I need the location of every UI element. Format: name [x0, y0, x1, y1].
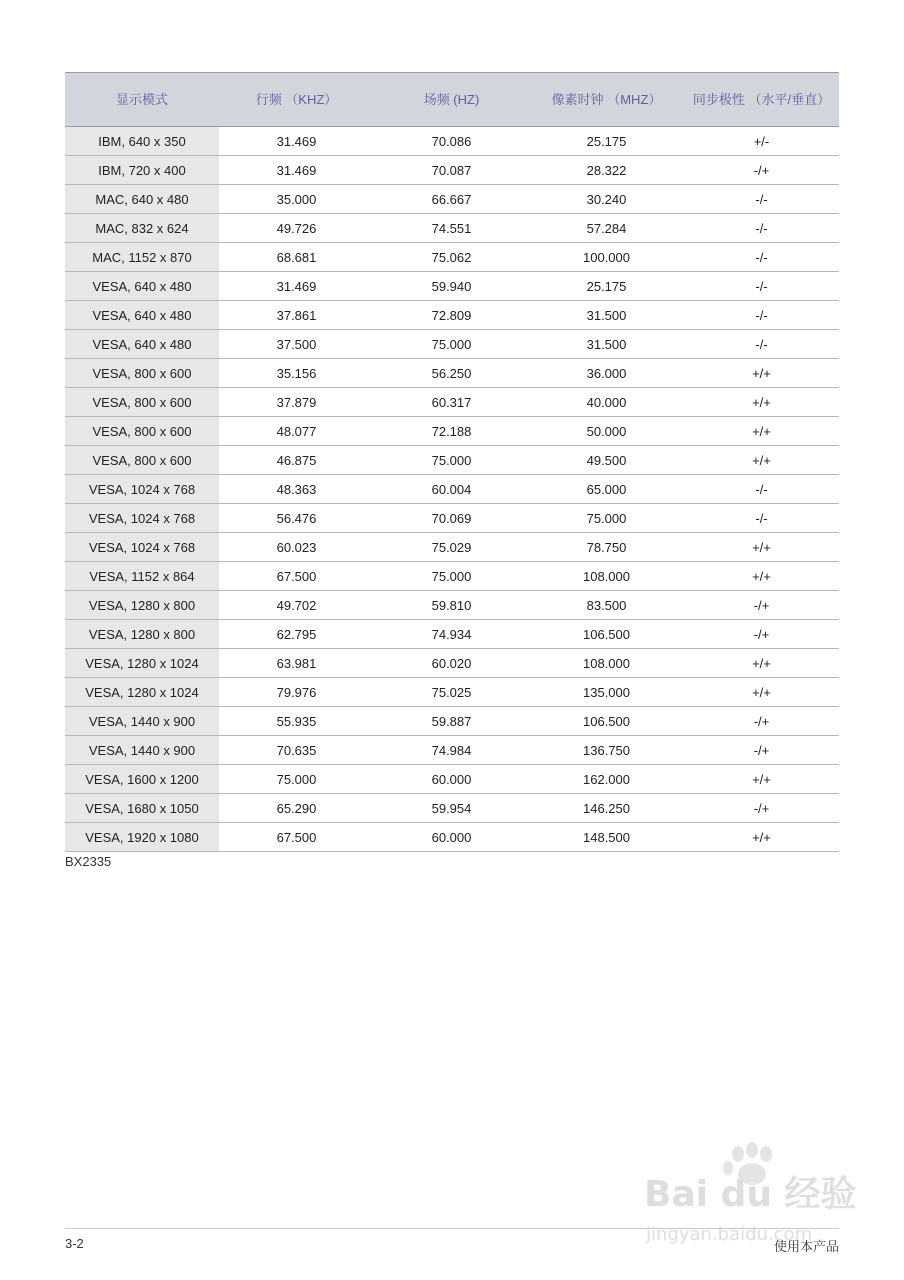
- page-number: 3-2: [65, 1236, 84, 1251]
- table-row: [65, 243, 839, 272]
- cell-horizontal-frequency: 79.976: [219, 678, 374, 707]
- cell-vertical-frequency: 60.004: [374, 475, 529, 504]
- cell-pixel-clock: 28.322: [529, 156, 684, 185]
- cell-sync-polarity: +/+: [684, 562, 839, 591]
- display-modes-table-container: [65, 72, 839, 852]
- table-row: [65, 794, 839, 823]
- cell-vertical-frequency: 59.954: [374, 794, 529, 823]
- cell-pixel-clock: 50.000: [529, 417, 684, 446]
- table-row: [65, 475, 839, 504]
- cell-horizontal-frequency: 49.726: [219, 214, 374, 243]
- table-row: [65, 533, 839, 562]
- cell-display-mode: VESA, 1024 x 768: [65, 533, 219, 562]
- cell-pixel-clock: 83.500: [529, 591, 684, 620]
- cell-sync-polarity: +/+: [684, 823, 839, 852]
- table-row: [65, 649, 839, 678]
- cell-vertical-frequency: 74.551: [374, 214, 529, 243]
- cell-vertical-frequency: 59.940: [374, 272, 529, 301]
- cell-pixel-clock: 57.284: [529, 214, 684, 243]
- cell-pixel-clock: 25.175: [529, 272, 684, 301]
- cell-sync-polarity: +/+: [684, 388, 839, 417]
- cell-display-mode: VESA, 800 x 600: [65, 417, 219, 446]
- header-row: [65, 73, 839, 127]
- cell-sync-polarity: +/+: [684, 533, 839, 562]
- cell-pixel-clock: 108.000: [529, 649, 684, 678]
- cell-vertical-frequency: 75.025: [374, 678, 529, 707]
- cell-sync-polarity: -/+: [684, 591, 839, 620]
- cell-display-mode: VESA, 1280 x 800: [65, 591, 219, 620]
- cell-pixel-clock: 162.000: [529, 765, 684, 794]
- cell-horizontal-frequency: 68.681: [219, 243, 374, 272]
- cell-display-mode: VESA, 800 x 600: [65, 359, 219, 388]
- cell-pixel-clock: 31.500: [529, 330, 684, 359]
- cell-vertical-frequency: 60.317: [374, 388, 529, 417]
- cell-vertical-frequency: 66.667: [374, 185, 529, 214]
- header-pixel-clock: 像素时钟 （MHZ）: [529, 73, 684, 127]
- table-row: [65, 678, 839, 707]
- cell-vertical-frequency: 56.250: [374, 359, 529, 388]
- cell-horizontal-frequency: 35.156: [219, 359, 374, 388]
- cell-horizontal-frequency: 37.861: [219, 301, 374, 330]
- cell-horizontal-frequency: 31.469: [219, 272, 374, 301]
- cell-pixel-clock: 135.000: [529, 678, 684, 707]
- cell-display-mode: MAC, 832 x 624: [65, 214, 219, 243]
- table-row: [65, 214, 839, 243]
- cell-vertical-frequency: 75.000: [374, 446, 529, 475]
- table-row: [65, 156, 839, 185]
- cell-pixel-clock: 136.750: [529, 736, 684, 765]
- baidu-jingyan-watermark: [640, 1140, 860, 1250]
- cell-horizontal-frequency: 62.795: [219, 620, 374, 649]
- table-row: [65, 359, 839, 388]
- table-row: [65, 330, 839, 359]
- cell-horizontal-frequency: 67.500: [219, 562, 374, 591]
- cell-horizontal-frequency: 67.500: [219, 823, 374, 852]
- cell-pixel-clock: 30.240: [529, 185, 684, 214]
- cell-sync-polarity: -/-: [684, 243, 839, 272]
- table-row: [65, 185, 839, 214]
- cell-display-mode: VESA, 1280 x 1024: [65, 649, 219, 678]
- cell-display-mode: VESA, 1440 x 900: [65, 707, 219, 736]
- cell-sync-polarity: -/+: [684, 794, 839, 823]
- cell-display-mode: VESA, 1152 x 864: [65, 562, 219, 591]
- cell-pixel-clock: 75.000: [529, 504, 684, 533]
- cell-vertical-frequency: 70.087: [374, 156, 529, 185]
- cell-horizontal-frequency: 31.469: [219, 127, 374, 156]
- table-row: [65, 388, 839, 417]
- cell-display-mode: VESA, 1280 x 1024: [65, 678, 219, 707]
- cell-sync-polarity: -/-: [684, 185, 839, 214]
- table-row: [65, 591, 839, 620]
- table-row: [65, 127, 839, 156]
- table-row: [65, 417, 839, 446]
- cell-display-mode: VESA, 1920 x 1080: [65, 823, 219, 852]
- cell-pixel-clock: 25.175: [529, 127, 684, 156]
- watermark-url: jingyan.baidu.com: [646, 1224, 813, 1245]
- cell-display-mode: VESA, 800 x 600: [65, 388, 219, 417]
- header-vertical-frequency: 场频 (HZ): [374, 73, 529, 127]
- cell-display-mode: VESA, 1280 x 800: [65, 620, 219, 649]
- cell-display-mode: VESA, 1024 x 768: [65, 504, 219, 533]
- cell-sync-polarity: +/-: [684, 127, 839, 156]
- cell-vertical-frequency: 72.188: [374, 417, 529, 446]
- cell-vertical-frequency: 59.810: [374, 591, 529, 620]
- table-row: [65, 823, 839, 852]
- table-row: [65, 562, 839, 591]
- cell-display-mode: VESA, 800 x 600: [65, 446, 219, 475]
- cell-sync-polarity: -/-: [684, 214, 839, 243]
- cell-sync-polarity: -/+: [684, 736, 839, 765]
- cell-pixel-clock: 100.000: [529, 243, 684, 272]
- table-row: [65, 301, 839, 330]
- cell-vertical-frequency: 75.000: [374, 330, 529, 359]
- table-row: [65, 446, 839, 475]
- cell-sync-polarity: -/-: [684, 475, 839, 504]
- watermark-brand: Bai du 经验: [644, 1174, 857, 1215]
- model-number: BX2335: [65, 854, 112, 869]
- cell-display-mode: VESA, 640 x 480: [65, 272, 219, 301]
- table-row: [65, 736, 839, 765]
- cell-sync-polarity: +/+: [684, 417, 839, 446]
- cell-pixel-clock: 65.000: [529, 475, 684, 504]
- cell-sync-polarity: -/+: [684, 620, 839, 649]
- cell-sync-polarity: -/+: [684, 707, 839, 736]
- cell-pixel-clock: 36.000: [529, 359, 684, 388]
- cell-display-mode: IBM, 640 x 350: [65, 127, 219, 156]
- cell-sync-polarity: -/+: [684, 156, 839, 185]
- cell-display-mode: VESA, 640 x 480: [65, 301, 219, 330]
- cell-horizontal-frequency: 46.875: [219, 446, 374, 475]
- table-row: [65, 707, 839, 736]
- table-body: [65, 127, 839, 852]
- cell-sync-polarity: -/-: [684, 330, 839, 359]
- cell-pixel-clock: 78.750: [529, 533, 684, 562]
- cell-vertical-frequency: 60.000: [374, 765, 529, 794]
- cell-horizontal-frequency: 37.500: [219, 330, 374, 359]
- cell-sync-polarity: +/+: [684, 446, 839, 475]
- cell-pixel-clock: 148.500: [529, 823, 684, 852]
- cell-horizontal-frequency: 48.077: [219, 417, 374, 446]
- cell-pixel-clock: 108.000: [529, 562, 684, 591]
- section-name: 使用本产品: [773, 1240, 839, 1255]
- cell-sync-polarity: +/+: [684, 678, 839, 707]
- cell-sync-polarity: +/+: [684, 649, 839, 678]
- cell-display-mode: VESA, 640 x 480: [65, 330, 219, 359]
- header-display-mode: 显示模式: [65, 73, 219, 127]
- cell-pixel-clock: 146.250: [529, 794, 684, 823]
- cell-display-mode: IBM, 720 x 400: [65, 156, 219, 185]
- cell-display-mode: VESA, 1600 x 1200: [65, 765, 219, 794]
- cell-vertical-frequency: 74.934: [374, 620, 529, 649]
- cell-vertical-frequency: 75.000: [374, 562, 529, 591]
- cell-horizontal-frequency: 31.469: [219, 156, 374, 185]
- cell-vertical-frequency: 75.029: [374, 533, 529, 562]
- cell-pixel-clock: 106.500: [529, 707, 684, 736]
- cell-horizontal-frequency: 65.290: [219, 794, 374, 823]
- cell-vertical-frequency: 70.086: [374, 127, 529, 156]
- cell-pixel-clock: 49.500: [529, 446, 684, 475]
- display-modes-table: [65, 72, 839, 852]
- cell-horizontal-frequency: 60.023: [219, 533, 374, 562]
- table-row: [65, 504, 839, 533]
- table-row: [65, 765, 839, 794]
- cell-display-mode: MAC, 640 x 480: [65, 185, 219, 214]
- cell-sync-polarity: -/-: [684, 301, 839, 330]
- cell-horizontal-frequency: 55.935: [219, 707, 374, 736]
- cell-vertical-frequency: 60.000: [374, 823, 529, 852]
- cell-vertical-frequency: 70.069: [374, 504, 529, 533]
- cell-vertical-frequency: 60.020: [374, 649, 529, 678]
- cell-sync-polarity: +/+: [684, 359, 839, 388]
- cell-vertical-frequency: 75.062: [374, 243, 529, 272]
- header-sync-polarity: 同步极性 （水平/垂直）: [684, 73, 839, 127]
- cell-pixel-clock: 40.000: [529, 388, 684, 417]
- cell-horizontal-frequency: 56.476: [219, 504, 374, 533]
- cell-display-mode: VESA, 1680 x 1050: [65, 794, 219, 823]
- cell-vertical-frequency: 74.984: [374, 736, 529, 765]
- cell-horizontal-frequency: 49.702: [219, 591, 374, 620]
- cell-display-mode: MAC, 1152 x 870: [65, 243, 219, 272]
- cell-horizontal-frequency: 37.879: [219, 388, 374, 417]
- cell-pixel-clock: 106.500: [529, 620, 684, 649]
- cell-sync-polarity: -/-: [684, 272, 839, 301]
- cell-pixel-clock: 31.500: [529, 301, 684, 330]
- cell-sync-polarity: -/-: [684, 504, 839, 533]
- cell-display-mode: VESA, 1024 x 768: [65, 475, 219, 504]
- cell-horizontal-frequency: 70.635: [219, 736, 374, 765]
- cell-sync-polarity: +/+: [684, 765, 839, 794]
- cell-horizontal-frequency: 48.363: [219, 475, 374, 504]
- cell-horizontal-frequency: 75.000: [219, 765, 374, 794]
- table-row: [65, 272, 839, 301]
- table-header: [65, 73, 839, 127]
- cell-horizontal-frequency: 63.981: [219, 649, 374, 678]
- cell-display-mode: VESA, 1440 x 900: [65, 736, 219, 765]
- cell-vertical-frequency: 59.887: [374, 707, 529, 736]
- table-row: [65, 620, 839, 649]
- header-horizontal-frequency: 行频 （KHZ）: [219, 73, 374, 127]
- cell-vertical-frequency: 72.809: [374, 301, 529, 330]
- cell-horizontal-frequency: 35.000: [219, 185, 374, 214]
